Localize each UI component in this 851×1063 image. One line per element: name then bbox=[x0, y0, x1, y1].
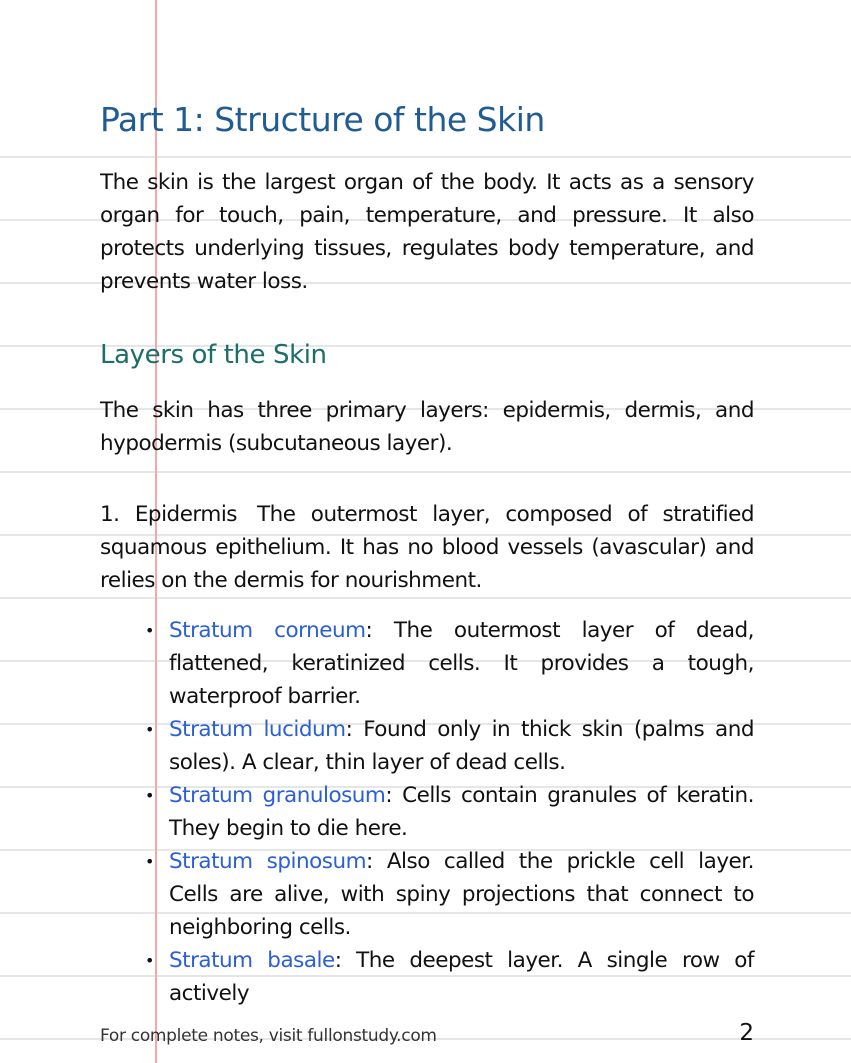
stratum-term: Stratum corneum bbox=[169, 618, 366, 643]
section-title: Layers of the Skin bbox=[100, 340, 327, 370]
page-number: 2 bbox=[739, 1020, 754, 1046]
ruled-line bbox=[0, 156, 851, 158]
strata-list bbox=[169, 614, 754, 1010]
section-intro-paragraph: The skin has three primary layers: epidermis, dermis, and hypodermis (subcutaneous layer). bbox=[100, 398, 754, 456]
epidermis-paragraph bbox=[100, 498, 754, 597]
list-item bbox=[169, 713, 754, 779]
list-item bbox=[169, 779, 754, 845]
epidermis-text: The outermost layer, composed of stratified squamous epithelium. It has no blood vessels (avascular) and relies on the dermis for nourishment. bbox=[100, 502, 754, 593]
stratum-description: : Cells contain granules of keratin. They begin to die here. bbox=[169, 783, 754, 841]
stratum-term: Stratum spinosum bbox=[169, 849, 367, 874]
epidermis-heading: 1. Epidermis bbox=[100, 502, 237, 527]
stratum-description: : The deepest layer. A single row of actively bbox=[169, 948, 754, 1006]
ruled-line bbox=[0, 471, 851, 473]
stratum-description: : The outermost layer of dead, flattened, keratinized cells. It provides a tough, waterproof barrier. bbox=[169, 618, 754, 709]
intro-paragraph: The skin is the largest organ of the body. It acts as a sensory organ for touch, pain, temperature, and pressure. It also protects underlying tissues, regulates body temperature, and prevents water loss. bbox=[100, 170, 754, 294]
stratum-term: Stratum basale bbox=[169, 948, 335, 973]
stratum-description: : Found only in thick skin (palms and soles). A clear, thin layer of dead cells. bbox=[169, 717, 754, 775]
footer-text: For complete notes, visit fullonstudy.com bbox=[100, 1026, 437, 1046]
stratum-term: Stratum lucidum bbox=[169, 717, 346, 742]
list-item bbox=[169, 845, 754, 944]
stratum-term: Stratum granulosum bbox=[169, 783, 386, 808]
list-item bbox=[169, 944, 754, 1010]
ruled-line bbox=[0, 597, 851, 599]
list-item bbox=[169, 614, 754, 713]
page-title: Part 1: Structure of the Skin bbox=[100, 100, 545, 139]
stratum-description: : Also called the prickle cell layer. Cells are alive, with spiny projections that connect to neighboring cells. bbox=[169, 849, 754, 940]
